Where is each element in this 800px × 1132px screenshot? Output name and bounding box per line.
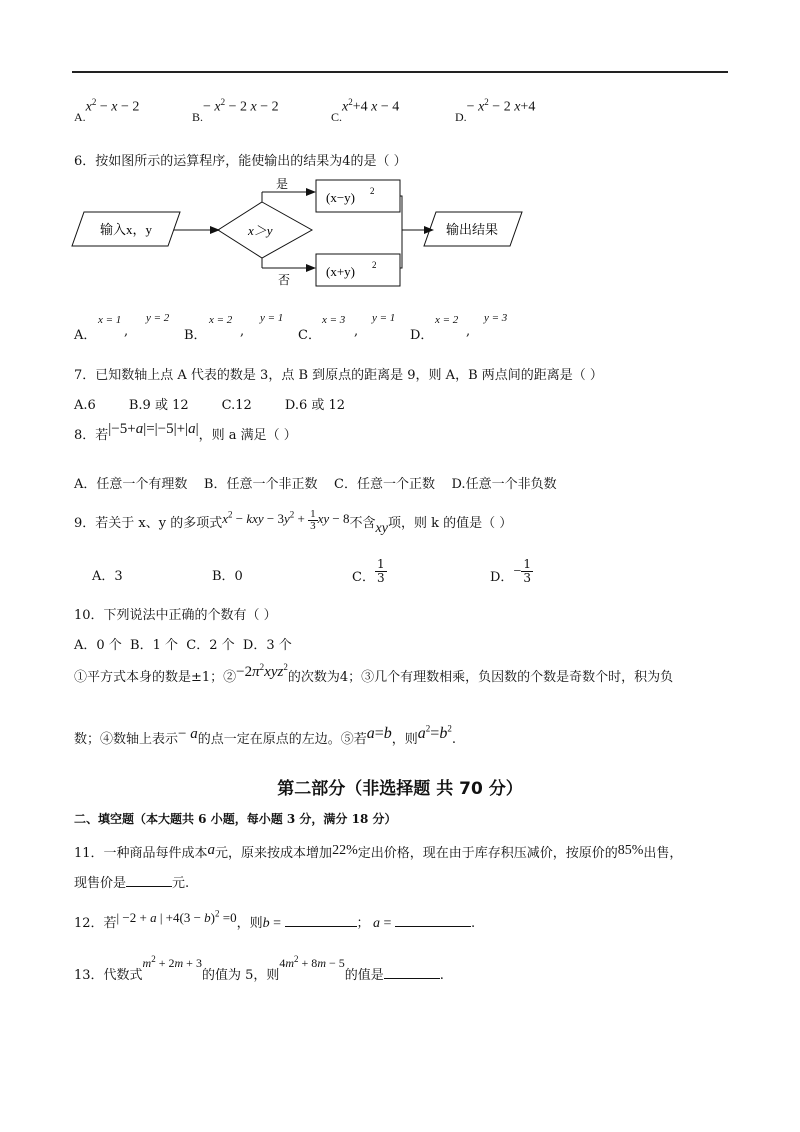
header-rule [72,71,728,73]
condition-label: x＞y [248,223,273,238]
q5-option-a: $A.x^2 - x - 2$ [74,97,140,124]
q8-stem: 8．若|−5+a|=|−5|+|a|，则 a 满足（ ） [74,421,297,443]
q6-stem: 6．按如图所示的运算程序，能使输出的结果为4的是（ ） [74,154,407,169]
q12-stem: 12．若| −2 + a | $+4(3 - b)^2 =0$，则b = ； a = . [74,908,476,931]
output-label: 输出结果 [446,222,499,237]
q8-options: A．任意一个有理数 B．任意一个非正数 C．任意一个正数 D.任意一个非负数 [74,477,557,492]
yes-exp: 2 [370,186,375,196]
q7-options: A.6 B.9 或 12 C.12 D.6 或 12 [74,398,346,413]
q13-stem: 13．代数式$m^2 + 2m + 3$的值为 5，则$4m^2 + 8m - 5$的值是 . [74,954,444,983]
no-exp: 2 [372,260,377,270]
part2-title: 第二部分（非选择题 共 70 分） [277,779,523,799]
input-label: 输入x，y [100,222,153,237]
q5-option-d: $D.- x^2 - 2$ x+4 [455,97,536,124]
no-expr: (x+y) [326,264,355,279]
section-heading: 二、填空题（本大题共 6 小题，每小题 3 分，满分 18 分） [74,812,397,826]
q5-option-b: $B.- x^2 - 2$ x − 2 [192,97,279,124]
q11-line1: 11．一种商品每件成本a元，原来按成本增加22%定出价格，现在由于库存积压减价，按原价的85%出售， [74,842,683,861]
q10-line2: 数；④数轴上表示− a的点一定在原点的左边。⑤若a=b，则$a^2=b^2$. [74,723,456,747]
q9-option-c: C． $\frac{1}{3}$ [352,557,385,585]
q9-option-d: D．− $\frac{1}{3}$ [490,557,531,585]
q10-stem: 10．下列说法中正确的个数有（ ） [74,608,277,623]
yes-label: 是 [276,177,289,191]
q5-option-c: $C.x^2+4$ x − 4 [331,97,400,124]
q10-options: A．0 个 B．1 个 C．2 个 D．3 个 [74,638,292,653]
q9-option-b: B．0 [212,569,243,584]
q6-flowchart [70,172,530,292]
q9-stem: 9．若关于 x、y 的多项式$x^2$ − kxy − $3y^2$ + $\frac{1}{3}$ xy − 8不含xy项，则 k 的值是（ ） [74,507,513,536]
q11-line2: 现售价是 元. [74,876,190,891]
q7-stem: 7．已知数轴上点 A 代表的数是 3，点 B 到原点的距离是 9，则 A，B 两点间的距离是（ ） [74,368,603,383]
q9-option-a: A．3 [92,569,123,584]
yes-expr: (x−y) [326,190,355,205]
q10-line1: ①平方式本身的数是±1；$②-2\pi^2xyz^2$的次数为4；③几个有理数相乘，负因数的个数是奇数个时，积为负 [74,662,674,685]
no-label: 否 [278,273,291,287]
